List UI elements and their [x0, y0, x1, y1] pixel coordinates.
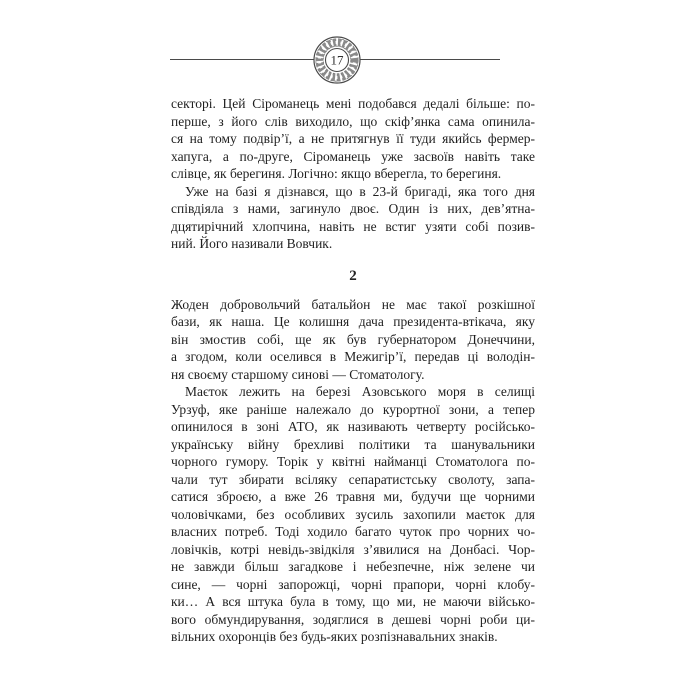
text-line: вого обмундирування, зодяглися в дешеві чорні роби ци- — [171, 611, 535, 627]
text-line: він змостив собі, ще як був губернатором Донеччини, — [171, 331, 535, 347]
text-line: опинилося в зоні АТО, як називають четверту російсько- — [171, 419, 535, 434]
text-line: українську війну брехливі політики та шанувальники — [171, 436, 535, 452]
text-line: ня своєму старшому синові — Стоматологу. — [171, 366, 425, 382]
header-rule-right — [360, 59, 500, 60]
text-line: Жоден добровольчий батальйон не має такої розкішної — [171, 296, 535, 312]
text-line: не завжди більш загадкове і небезпечне, ніж зелене чи — [171, 559, 535, 574]
paragraph — [171, 95, 535, 183]
text-line: чоловічками, без особливих зусиль захопили маєток для — [171, 506, 535, 522]
text-line: сатися зброєю, а вже 26 травня ми, будучи ще чорними — [171, 489, 535, 504]
text-line: Урзуф, яке раніше належало до курортної зони, а тепер — [171, 401, 535, 417]
text-line: ки… А вся штука була в тому, що ми, не маючи військо- — [171, 594, 535, 609]
text-line: чорного гумору. Торік у квітні найманці Стоматолога по- — [171, 454, 535, 469]
text-line: дцятирічний хлопчина, навіть не встиг узяти собі позив- — [171, 218, 535, 234]
paragraph — [171, 296, 535, 384]
section-heading: 2 — [349, 267, 357, 284]
paragraph — [171, 383, 535, 646]
page-number: 17 — [330, 52, 344, 68]
text-line: ся на тому подвір’ї, а не притягнув її туди якийсь фермер- — [171, 131, 535, 146]
text-line: чали тут збирати всіляку сепаратистську сволоту, запа- — [171, 471, 535, 487]
text-line: бази, як наша. Це колишня дача президента-втікача, яку — [171, 314, 535, 329]
text-line: перше, з його слів виходило, що скіф’янка сама опинила- — [171, 113, 535, 129]
text-line: а згодом, коли оселився в Межигір’ї, передав ці володін- — [171, 349, 535, 364]
text-line: вільних охоронців без будь-яких розпізнавальних знаків. — [171, 629, 498, 644]
text-line: ловічків, котрі невідь-звідкіля з’явилися на Донбасі. Чор- — [171, 541, 535, 557]
text-line: слівце, як берегиня. Логічно: якщо вберегла, то берегиня. — [171, 166, 502, 181]
text-line: сине, — чорні запорожці, чорні прапори, чорні клобу- — [171, 576, 535, 592]
text-line: хапуга, а по-друге, Сіроманець уже засвоїв навіть таке — [171, 148, 535, 164]
header-rule-left — [170, 59, 314, 60]
text-line: ний. Його називали Вовчик. — [171, 236, 333, 251]
text-line: власних потреб. Тоді ходило багато чуток про чорних чо- — [171, 524, 535, 539]
text-line: секторі. Цей Сіроманець мені подобався дедалі більше: по- — [171, 96, 535, 111]
text-line: співдіяла з нами, загинуло двоє. Один із них, дев’ятна- — [171, 201, 535, 216]
page-number-ornament — [313, 36, 361, 84]
paragraph — [171, 183, 535, 253]
text-line: Маєток лежить на березі Азовського моря в селищі — [185, 384, 535, 399]
text-block — [171, 95, 535, 646]
text-line: Уже на базі я дізнався, що в 23-й бригаді, яка того дня — [185, 183, 535, 199]
